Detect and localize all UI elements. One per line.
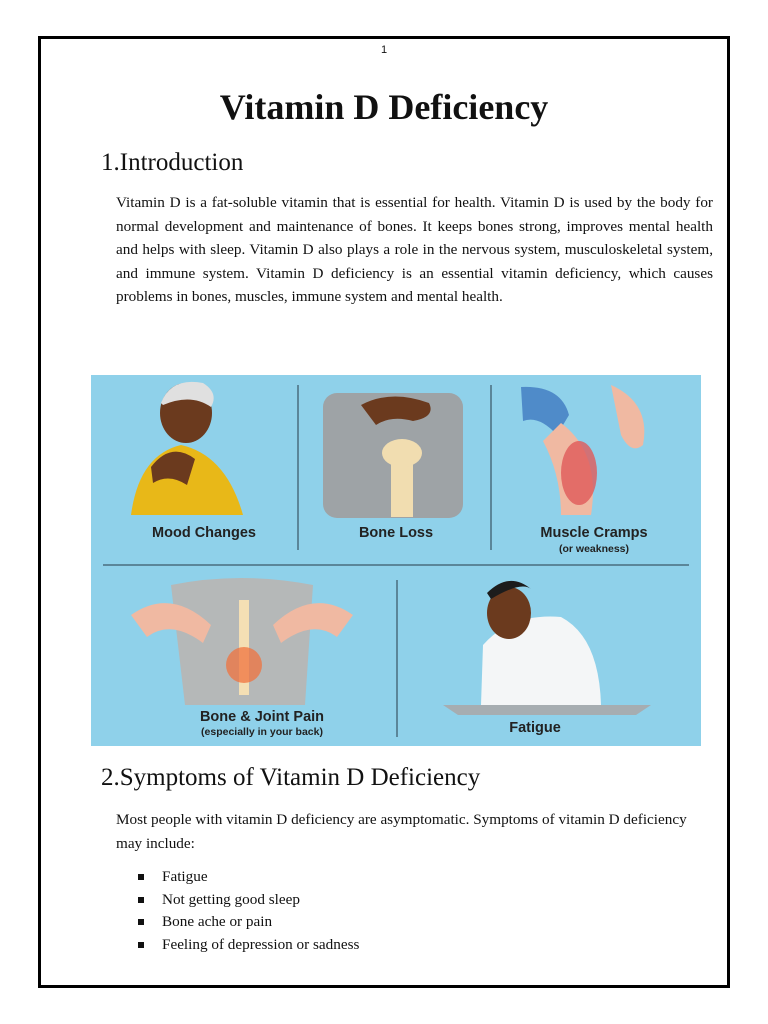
bone-loss-illustration	[323, 393, 463, 518]
panel-label-bone-loss: Bone Loss	[358, 525, 434, 541]
symptom-list	[138, 866, 359, 956]
panel-label-fatigue: Fatigue	[509, 720, 561, 736]
bullet-icon	[138, 874, 144, 880]
bullet-icon	[138, 897, 144, 903]
list-item	[138, 934, 359, 957]
panel-label-mood-changes: Mood Changes	[152, 525, 256, 541]
symptoms-infographic	[91, 375, 701, 746]
document-title: Vitamin D Deficiency	[219, 87, 549, 127]
panel-sublabel-bone-joint-pain: (especially in your back)	[201, 726, 323, 738]
introduction-paragraph: Vitamin D is a fat-soluble vitamin that is essential for health. Vitamin D is used by the body for normal development and maintenance of bones. It keeps bones strong, improves mental health and helps with sleep. Vitamin D also plays a role in the nervous system, musculoskeletal system, and immune system. Vitamin D deficiency is an essential vitamin deficiency, which causes problems in bones, muscles, immune system and mental health.	[116, 194, 713, 305]
list-item	[138, 889, 359, 912]
list-item-text: Bone ache or pain	[162, 913, 273, 931]
panel-sublabel-muscle-cramps: (or weakness)	[558, 543, 630, 555]
section-heading-symptoms: 2.Symptoms of Vitamin D Deficiency	[101, 764, 481, 791]
list-item-text: Feeling of depression or sadness	[162, 935, 360, 953]
page-number: 1	[380, 44, 388, 56]
symptoms-paragraph: Most people with vitamin D deficiency are asymptomatic. Symptoms of vitamin D deficiency may include:	[116, 811, 687, 852]
list-item	[138, 911, 359, 934]
bullet-icon	[138, 919, 144, 925]
bullet-icon	[138, 942, 144, 948]
section-heading-introduction: 1.Introduction	[101, 149, 244, 176]
panel-label-bone-joint-pain: Bone & Joint Pain	[199, 709, 325, 725]
list-item-text: Not getting good sleep	[162, 890, 300, 908]
list-item	[138, 866, 359, 889]
list-item-text: Fatigue	[162, 868, 208, 885]
panel-label-muscle-cramps: Muscle Cramps	[540, 525, 648, 541]
